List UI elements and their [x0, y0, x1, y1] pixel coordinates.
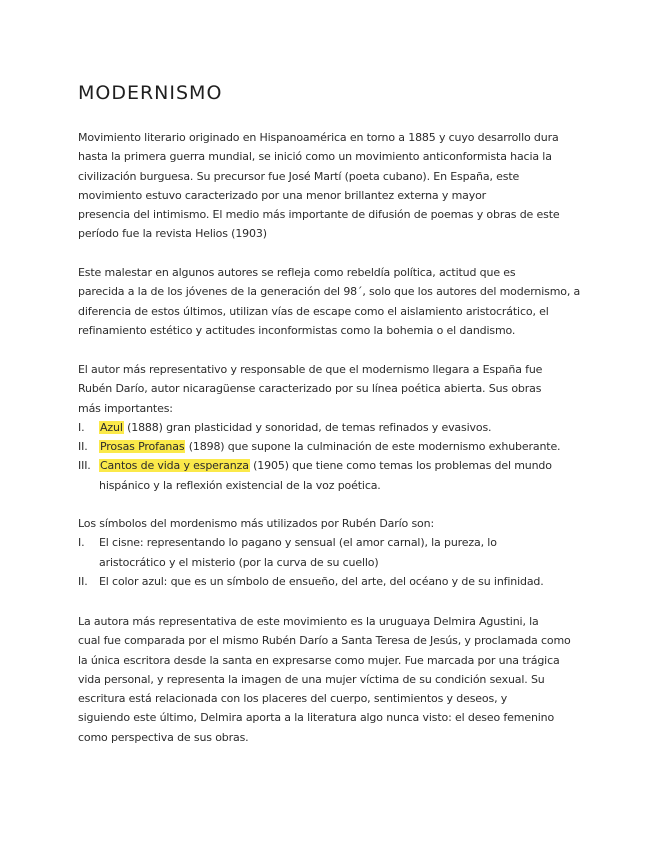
text-line: cual fue comparada por el mismo Rubén Darío a Santa Teresa de Jesús, y proclamada como	[78, 634, 571, 648]
work-description: (1905) que tiene como temas los problemas del mundo	[249, 459, 552, 473]
text-line: período fue la revista Helios (1903)	[78, 227, 267, 241]
list-item-symbol	[78, 572, 578, 591]
work-description-continued: hispánico y la reflexión existencial de la voz poética.	[99, 478, 381, 492]
list-number: I.	[78, 536, 85, 550]
text-line: vida personal, y representa la imagen de una mujer víctima de su condición sexual. Su	[78, 672, 545, 686]
list-item-work	[78, 437, 578, 456]
paragraph-delmira-agustini	[78, 612, 578, 747]
text-line: Rubén Darío, autor nicaragüense caracterizado por su línea poética abierta. Sus obras	[78, 382, 542, 396]
text-line: más importantes:	[78, 401, 173, 415]
text-line: civilización burguesa. Su precursor fue José Martí (poeta cubano). En España, este	[78, 169, 520, 183]
list-number: II.	[78, 440, 88, 454]
text-line: presencia del intimismo. El medio más importante de difusión de poemas y obras de este	[78, 208, 560, 222]
list-item-work	[78, 456, 578, 495]
paragraph-intro	[78, 128, 578, 244]
highlighted-title: Cantos de vida y esperanza	[100, 459, 249, 473]
paragraph-symbols	[78, 514, 578, 591]
list-item-symbol	[78, 533, 578, 572]
text-line: movimiento estuvo caracterizado por una menor brillantez externa y mayor	[78, 188, 487, 202]
list-number: I.	[78, 420, 85, 434]
highlighted-title: Prosas Profanas	[100, 440, 185, 454]
highlighted-title: Azul	[100, 420, 123, 434]
text-line: la única escritora desde la santa en expresarse como mujer. Fue marcada por una trágica	[78, 653, 560, 667]
work-description: (1898) que supone la culminación de este modernismo exhuberante.	[185, 440, 561, 454]
page-title: MODERNISMO	[78, 82, 223, 104]
symbol-text: El color azul: que es un símbolo de ensueño, del arte, del océano y de su infinidad.	[99, 574, 544, 588]
list-number: II.	[78, 574, 88, 588]
text-line: La autora más representativa de este movimiento es la uruguaya Delmira Agustini, la	[78, 615, 539, 628]
list-number: III.	[78, 459, 91, 473]
symbol-text-continued: aristocrático y el misterio (por la curva de su cuello)	[99, 555, 379, 569]
work-description: (1888) gran plasticidad y sonoridad, de temas refinados y evasivos.	[123, 420, 492, 434]
text-line: escritura está relacionada con los placeres del cuerpo, sentimientos y deseos, y	[78, 692, 508, 706]
text-line: como perspectiva de sus obras.	[78, 730, 249, 744]
text-line: Este malestar en algunos autores se refleja como rebeldía política, actitud que es	[78, 266, 516, 279]
list-item-work	[78, 418, 578, 437]
text-line: parecida a la de los jóvenes de la generación del 98´, solo que los autores del modernismo, a	[78, 285, 581, 299]
text-line: hasta la primera guerra mundial, se inició como un movimiento anticonformista hacia la	[78, 150, 552, 164]
text-line: Movimiento literario originado en Hispanoamérica en torno a 1885 y cuyo desarrollo dura	[78, 131, 559, 144]
text-line: El autor más representativo y responsable de que el modernismo llegara a España fue	[78, 363, 543, 376]
symbol-text: El cisne: representando lo pagano y sensual (el amor carnal), la pureza, lo	[99, 536, 497, 550]
paragraph-ruben-dario	[78, 360, 578, 495]
text-line: refinamiento estético y actitudes inconformistas como la bohemia o el dandismo.	[78, 323, 516, 337]
text-line: Los símbolos del mordenismo más utilizados por Rubén Darío son:	[78, 517, 435, 530]
text-line: diferencia de estos últimos, utilizan vías de escape como el aislamiento aristocrático, el	[78, 304, 549, 318]
text-line: siguiendo este último, Delmira aporta a la literatura algo nunca visto: el deseo femenino	[78, 711, 555, 725]
paragraph-rebellion	[78, 263, 581, 340]
